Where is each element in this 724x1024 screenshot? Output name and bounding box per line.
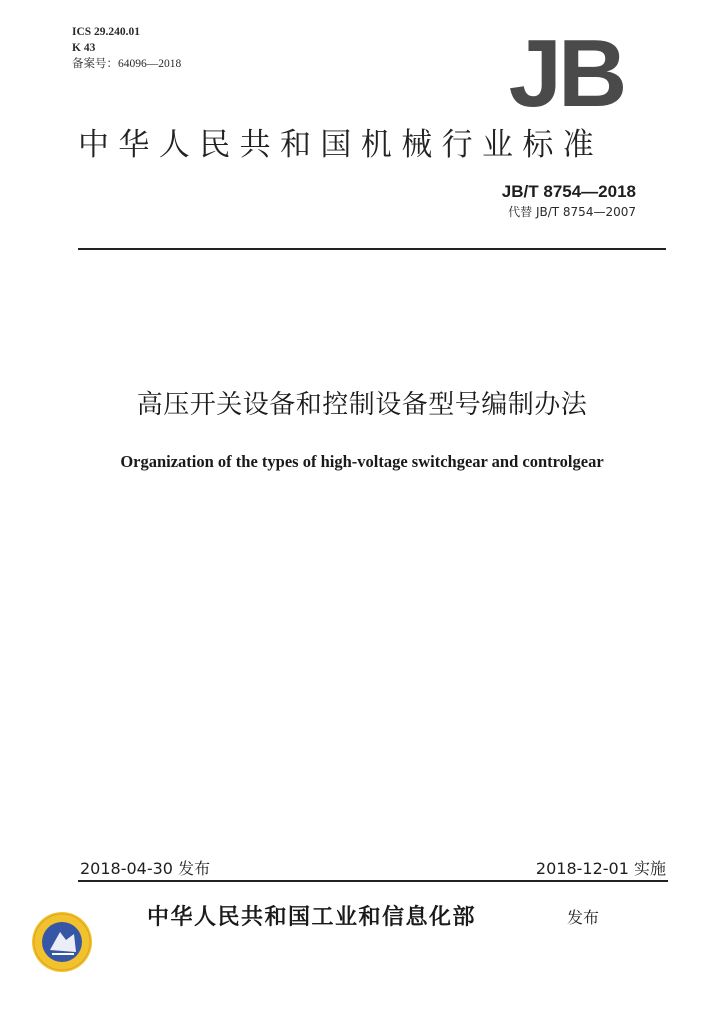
- ics-code: ICS 29.240.01: [72, 26, 141, 38]
- document-title-chinese: 高压开关设备和控制设备型号编制办法: [136, 390, 588, 420]
- header-divider: [78, 248, 666, 250]
- industry-standard-title: 中华人民共和国机械行业标准: [78, 127, 604, 163]
- document-title-english: Organization of the types of high-voltage switchgear and controlgear: [120, 452, 604, 471]
- issue-date: 2018-04-30 发布: [80, 859, 211, 878]
- standard-number: JB/T 8754—2018: [501, 182, 636, 201]
- issuing-authority-suffix: 发布: [567, 908, 600, 927]
- ministry-seal-icon: [30, 910, 94, 974]
- jb-logo: [496, 30, 636, 114]
- jb-logo-text: JB: [508, 30, 624, 114]
- issuing-authority: 中华人民共和国工业和信息化部: [147, 905, 477, 930]
- record-number: 备案号：64096—2018: [72, 58, 182, 70]
- footer-divider: [78, 880, 668, 882]
- ccs-code: K 43: [72, 42, 96, 54]
- document-metadata: [72, 24, 181, 72]
- effective-date: 2018-12-01 实施: [535, 859, 666, 878]
- replaced-standard: 代替 JB/T 8754—2007: [508, 205, 636, 219]
